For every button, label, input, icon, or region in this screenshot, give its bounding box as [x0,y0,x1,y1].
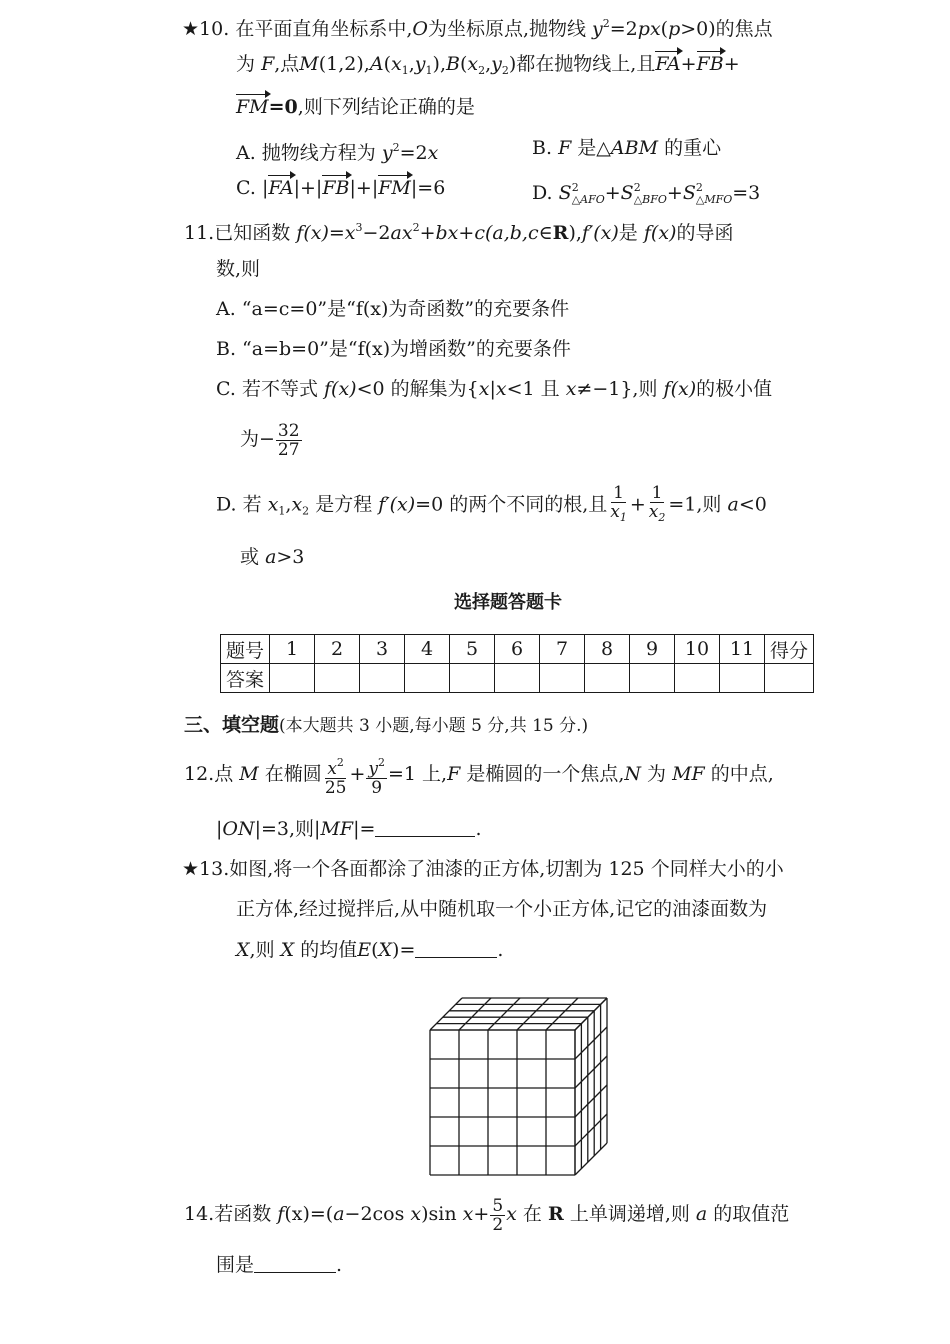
answer-cell[interactable] [360,664,405,693]
q10-option-D: D. $S^2_{\triangle AFO}+S^2_{\triangle BFO}+S^2_{\triangle MFO}=3$ [532,181,761,206]
answer-card-header-cell: 6 [495,635,540,664]
q14-number: 14. [184,1203,215,1225]
answer-card-header-cell: 11 [720,635,765,664]
answer-cell[interactable] [270,664,315,693]
q10-line3: FM=0,则下列结论正确的是 [236,96,475,118]
cube-top-line [488,998,520,1030]
q10-option-A: A. 抛物线方程为 $y^2=2x$ [236,141,439,164]
vector-FA: FA [655,53,681,75]
cube-side-line [575,1056,607,1088]
answer-cell[interactable] [495,664,540,693]
q12-answer-blank[interactable] [375,816,475,837]
q13-answer-blank[interactable] [415,937,497,958]
vector-FM: FM [236,96,269,118]
answer-cell[interactable] [540,664,585,693]
q11-option-B: B. “a=b=0”是“f(x)为增函数”的充要条件 [216,338,571,360]
cube-side-line [575,998,607,1030]
q11-option-C: C. 若不等式 f(x)<0 的解集为{x|x<1 且 x≠−1},则 f(x)的极小值 [216,378,773,400]
q13-line1: ★13.如图,将一个各面都涂了油漆的正方体,切割为 125 个同样大小的小 [182,858,784,880]
q13-number: 13. [199,858,230,880]
answer-cell[interactable] [315,664,360,693]
q12-line1: 12.点 M 在椭圆 $\frac{x^2}{25}$ + $\frac{y^2}{9}$ =1 上,F 是椭圆的一个焦点,N 为 MF 的中点, [184,755,774,798]
q14-answer-blank[interactable] [254,1252,336,1273]
q10-line1: ★10. 在平面直角坐标系中,O为坐标原点,抛物线 $y^2=2px(p>0)$的焦点 [182,17,773,40]
answer-card-header-cell: 1 [270,635,315,664]
answer-card-header-cell: 7 [540,635,585,664]
q14-line2: 围是 . [216,1254,343,1276]
star-icon: ★ [182,858,200,880]
answer-card-header-cell: 9 [630,635,675,664]
answer-card-answer-row [221,664,814,693]
q11-line1: 11.已知函数 $f(x)=x^3-2ax^2+bx+c(a,b,c\in R),f'(x)$是 f(x)的导函 [184,221,734,244]
q10-option-C: C. |FA|+|FB|+|FM|=6 [236,177,446,199]
answer-card-header-cell: 3 [360,635,405,664]
q11-option-C-line2: 为− $\frac{32}{27}$ [240,420,300,460]
section-3-heading: 三、填空题(本大题共 3 小题,每小题 5 分,共 15 分.) [184,714,589,736]
cube-side-line [575,1085,607,1117]
answer-card-header-cell: 5 [450,635,495,664]
q10-line2: 为 F,点$M(1,2),A(x_1,y_1),B(x_2,y_2)$都在抛物线上,且FA+FB+ [236,53,740,77]
q13-line2: 正方体,经过搅拌后,从中随机取一个小正方体,记它的油漆面数为 [236,898,768,920]
q12-line2: |ON|=3,则|MF|= . [216,818,482,840]
vector-FB: FB [696,53,724,75]
answer-cell[interactable] [450,664,495,693]
answer-card-header-cell: 得分 [765,635,814,664]
answer-card-title: 选择题答题卡 [454,592,562,613]
answer-card-table [220,634,814,693]
answer-card-header-cell: 2 [315,635,360,664]
q10-number: 10. [199,18,230,40]
cube-side-line [575,1027,607,1059]
score-cell[interactable] [765,664,814,693]
q14-line1: 14.若函数 f(x)=(a−2cos x)sin x+ $\frac{5}{2}$ x 在 R 上单调递增,则 a 的取值范 [184,1195,790,1235]
answer-cell[interactable] [720,664,765,693]
answer-cell[interactable] [675,664,720,693]
q11-option-D-line2: 或 a>3 [240,546,305,568]
cube-top-line [430,998,462,1030]
q11-option-A: A. “a=c=0”是“f(x)为奇函数”的充要条件 [216,298,570,320]
cube-5x5x5-figure [420,980,630,1180]
answer-card-answer-label: 答案 [221,664,270,693]
answer-card-header-cell: 10 [675,635,720,664]
answer-cell[interactable] [405,664,450,693]
answer-card-header-cell: 题号 [221,635,270,664]
star-icon: ★ [182,18,200,40]
cube-top-line [517,998,549,1030]
answer-card-header-row [221,635,814,664]
cube-top-line [546,998,578,1030]
answer-card-header-cell: 4 [405,635,450,664]
q12-number: 12. [184,763,215,785]
answer-card-header-cell: 8 [585,635,630,664]
q11-option-D: D. 若 $x_1,x_2$ 是方程 f′(x)=0 的两个不同的根,且 $\frac{1}{x_1}$ + $\frac{1}{x_2}$ =1,则 a<0 [216,483,767,524]
fraction-32-27: $\frac{32}{27}$ [277,420,300,460]
cube-side-line [575,1143,607,1175]
cube-top-line [459,998,491,1030]
q11-line2: 数,则 [216,258,261,280]
q11-number: 11. [184,222,215,244]
q13-line3: X,则 X 的均值E(X)= . [236,939,504,961]
answer-cell[interactable] [630,664,675,693]
cube-side-line [575,1114,607,1146]
answer-cell[interactable] [585,664,630,693]
q10-option-B: B. F 是△ABM 的重心 [532,137,722,159]
